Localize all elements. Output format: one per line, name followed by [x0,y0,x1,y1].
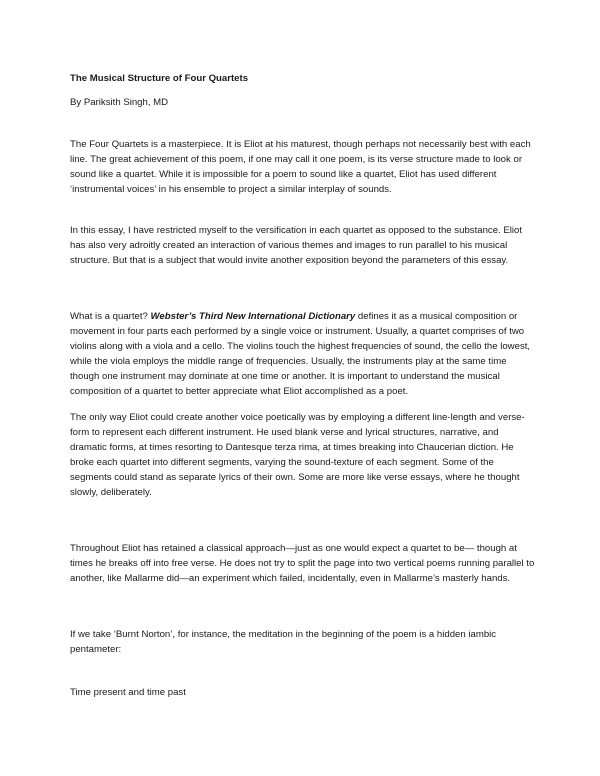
paragraph-classical: Throughout Eliot has retained a classical approach—just as one would expect a quartet to be— though at times he breaks off into free verse. He does not try to split the page into two vertical poems running parallel to another, like Mallarme did—an experiment which failed, incidentally, even in Mallarme’s masterly hands. [70,543,535,584]
paragraph-burnt-norton: If we take ‘Burnt Norton’, for instance, the meditation in the beginning of the poem is a hidden iambic pentameter: [70,629,497,655]
dictionary-title: Webster’s Third New International Dictionary [150,311,356,322]
verse-line: Time present and time past [70,687,186,698]
essay-title: The Musical Structure of Four Quartets [70,73,249,84]
quartet-text-after: defines it as a musical composition or movement in four parts each performed by a single voice or instrument. Usually, a quartet comprises of two violins along with a viola and a cello. The violins touch the highest frequencies of sound, the cello the lowest, while the viola employs the middle range of frequencies. Usually, the instruments play at the same time though one instrument may dominate at one time or another. It is important to understand the musical composition of a quartet to better appreciate what Eliot accomplished as a poet. [70,311,531,397]
paragraph-intro: The Four Quartets is a masterpiece. It is Eliot at his maturest, though perhaps not necessarily best with each line. The great achievement of this poem, if one may call it one poem, is its verse structure made to look or sound like a quartet. While it is impossible for a poem to sound like a quartet, Eliot has used different ‘instrumental voices’ in his ensemble to project a similar interplay of sounds. [70,139,531,195]
paragraph-quartet-definition [70,309,536,399]
paragraph-voices: The only way Eliot could create another voice poetically was by employing a different line-length and verse-form to represent each different instrument. He used blank verse and lyrical structures, narrative, and dramatic forms, at times resorting to Dantesque terza rima, at times breaking into Chaucerian diction. He broke each quartet into different segments, varying the sound-texture of each segment. Some of the segments could stand as separate lyrics of their own. Some are more like verse essays, where he thought slowly, deliberately. [70,412,525,498]
author-byline: By Pariksith Singh, MD [70,97,169,108]
quartet-text-before: What is a quartet? [70,311,151,322]
paragraph-scope: In this essay, I have restricted myself to the versification in each quartet as opposed to the substance. Eliot has also very adroitly created an interaction of various themes and images to run parallel to his musical structure. But that is a subject that would invite another exposition beyond the parameters of this essay. [70,225,523,266]
